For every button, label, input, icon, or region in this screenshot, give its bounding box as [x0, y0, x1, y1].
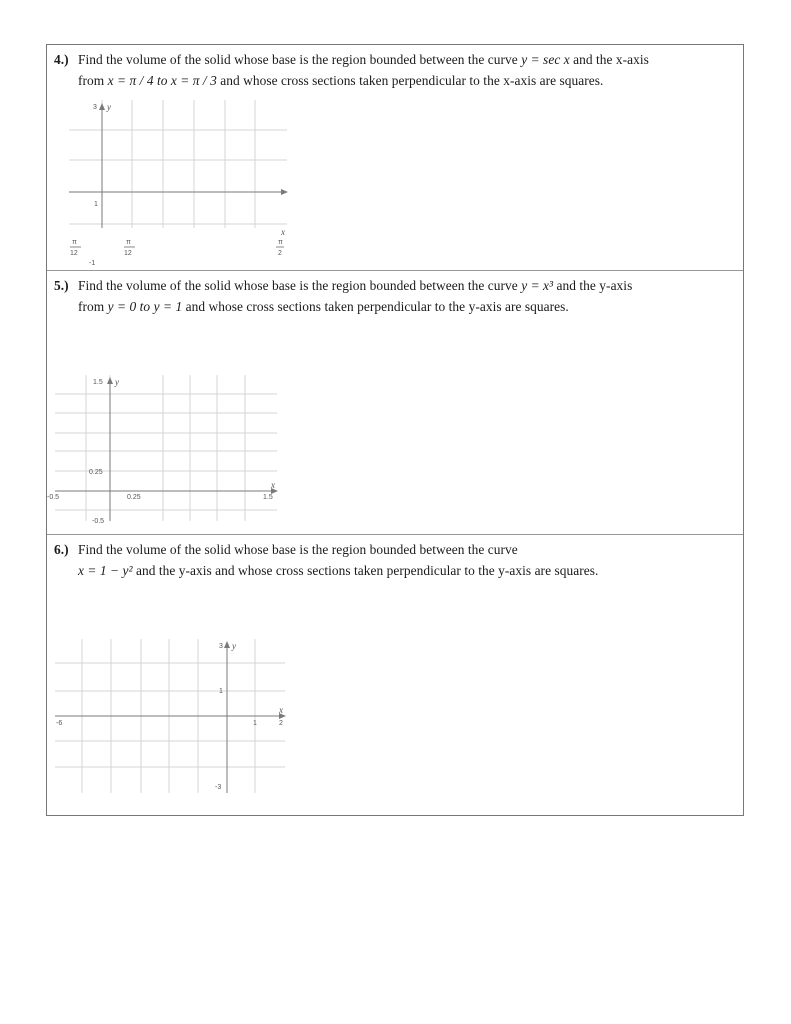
y-axis-label: y	[232, 641, 236, 651]
math-expression: x = π / 4 to x = π / 3	[107, 73, 217, 88]
math-expression: x = 1 − y²	[78, 563, 133, 578]
x-axis-label: x	[279, 705, 283, 715]
y-axis-arrow-icon	[99, 103, 105, 110]
x-tick-mid-den: 12	[124, 250, 132, 257]
y-axis-arrow-icon	[107, 377, 113, 384]
problem-table	[46, 44, 744, 816]
x-axis-arrow-icon	[281, 189, 288, 195]
x-tick-right-den: 2	[278, 250, 282, 257]
graph-4	[69, 100, 299, 267]
y-tick-top: 3	[93, 104, 97, 111]
grid	[55, 375, 277, 521]
x-tick-mid: 1	[253, 720, 257, 727]
problem-text-line2-end: and whose cross sections taken perpendicular to the x-axis are squares.	[216, 73, 604, 88]
y-tick-mid: 1	[219, 688, 223, 695]
x-tick-left-den: 12	[70, 250, 78, 257]
math-expression: y = sec x	[521, 52, 570, 67]
y-tick-bottom: -1	[89, 260, 96, 267]
x-axis-label: x	[281, 227, 285, 237]
x-tick-mid: 0.25	[127, 494, 141, 501]
problem-text-line1: Find the volume of the solid whose base is the region bounded between the curve	[78, 278, 522, 293]
problem-text-line2-end: and whose cross sections taken perpendicular to the y-axis are squares.	[182, 299, 569, 314]
x-axis-label: x	[271, 480, 275, 490]
math-expression: y = 0 to y = 1	[107, 299, 183, 314]
x-tick-mid-num: π	[126, 239, 131, 246]
problem-number: 6.)	[54, 542, 69, 557]
problem-number: 5.)	[54, 278, 69, 293]
problem-5	[47, 270, 743, 534]
math-expression: y = x³	[521, 278, 554, 293]
problem-number: 4.)	[54, 52, 69, 67]
graph-5	[47, 375, 285, 525]
problem-5-text	[54, 275, 734, 317]
problem-text-line2: from	[78, 299, 108, 314]
problem-6-text	[54, 539, 734, 581]
y-tick-top: 3	[219, 643, 223, 650]
y-tick-top: 1.5	[93, 379, 103, 386]
y-axis-label: y	[107, 102, 111, 112]
x-tick-right: 2	[279, 720, 283, 727]
problem-text-line2: from	[78, 73, 108, 88]
x-tick-right-num: π	[278, 239, 283, 246]
x-tick-left-num: π	[72, 239, 77, 246]
x-tick-left: -0.5	[47, 494, 60, 501]
problem-text-line1: Find the volume of the solid whose base is the region bounded between the curve	[78, 542, 518, 557]
problem-4	[47, 45, 743, 270]
x-tick-right: 1.5	[263, 494, 273, 501]
problem-6	[47, 534, 743, 815]
graph-6	[55, 639, 295, 799]
y-tick-mid: 1	[94, 201, 98, 208]
problem-text-line1-end: and the x-axis	[569, 52, 649, 67]
problem-text-line1: Find the volume of the solid whose base is the region bounded between the curve	[78, 52, 522, 67]
y-tick-bottom: -0.5	[92, 518, 105, 525]
y-tick-mid: 0.25	[89, 469, 103, 476]
y-axis-label: y	[115, 377, 119, 387]
problem-text-line1-end: and the y-axis	[553, 278, 633, 293]
x-tick-left: -6	[56, 720, 63, 727]
y-tick-bottom: -3	[215, 784, 222, 791]
y-axis-arrow-icon	[224, 641, 230, 648]
problem-4-text	[54, 49, 734, 91]
problem-text-line2-end: and the y-axis and whose cross sections taken perpendicular to the y-axis are squares.	[132, 563, 599, 578]
